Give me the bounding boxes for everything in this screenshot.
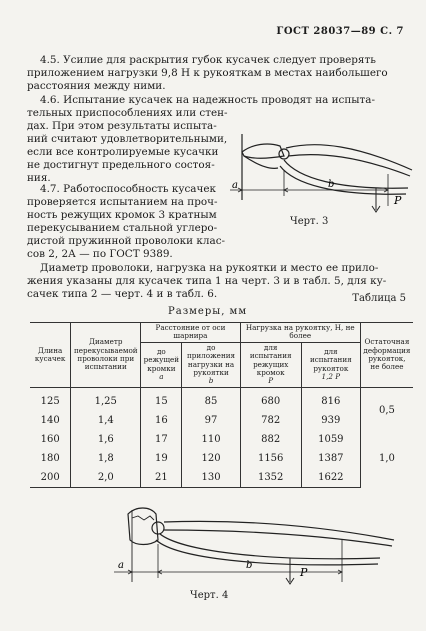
fig3-label-b: b (328, 179, 335, 190)
text-line: дах. При этом результаты испыта- (27, 120, 217, 132)
col-header-test-load: для испытания режущих кромок P (240, 342, 301, 387)
text-line: если все контролируемые кусачки (27, 146, 219, 158)
fig4-label-a: a (118, 560, 124, 571)
table-row: 180 1,8 19 120 1156 1387 (30, 449, 413, 468)
text-line: дистой пружинной проволоки клас- (27, 235, 226, 247)
text-line: сачек типа 2 — черт. 4 и в табл. 6. (27, 288, 218, 300)
text-line: расстояния между ними. (27, 80, 166, 92)
symbol-a: a (159, 372, 164, 382)
table-row: 140 1,4 16 97 782 939 (30, 411, 413, 430)
text-line: 4.5. Усилие для раскрытия губок кусачек следует проверять (40, 54, 376, 66)
fig3-label-p: P (394, 194, 402, 207)
col-header-to-load: до приложения нагрузки на рукоятки b (182, 342, 240, 387)
col-header-length: Длина кусачек (30, 323, 71, 388)
text-line: Диаметр проволоки, нагрузка на рукоятки и место ее прило- (40, 262, 379, 274)
page-header: ГОСТ 28037—89 С. 7 (276, 26, 404, 37)
table-row: 125 1,25 15 85 680 816 0,5 (30, 387, 413, 411)
symbol-1-2p: 1,2 P (321, 372, 341, 382)
text-line: приложением нагрузки 9,8 Н к рукояткам в местах наибольшего (27, 67, 388, 79)
text-line: ность режущих кромок 3 кратным (27, 209, 217, 221)
table-units: Размеры, мм (168, 306, 248, 317)
deformation-value: 0,5 (360, 387, 413, 430)
col-header-deformation: Остаточная деформация рукояток, не более (360, 323, 413, 388)
text-line: проверяется испытанием на проч- (27, 196, 218, 208)
col-header-distance-group: Расстояние от оси шарнира (141, 323, 240, 343)
figure-3-caption: Черт. 3 (290, 216, 329, 227)
text-line: жения указаны для кусачек типа 1 на черт. 3 и в табл. 5, для ку- (27, 275, 387, 287)
figure-4-nippers-drawing (110, 500, 410, 586)
text-line: ний считают удовлетворительными, (27, 133, 228, 145)
col-header-to-edge: до режущей кромки a (141, 342, 182, 387)
col-header-load-group: Нагрузка на рукоятку, Н, не более (240, 323, 360, 343)
dimensions-table (30, 322, 413, 488)
text-line: сов 2, 2А — по ГОСТ 9389. (27, 248, 173, 260)
text-line: перекусыванием стальной углеро- (27, 222, 218, 234)
figure-3-nippers-drawing (228, 126, 418, 214)
text-line: не достигнут предельного состоя- (27, 159, 215, 171)
text-line: 4.6. Испытание кусачек на надежность проводят на испыта- (40, 94, 376, 106)
deformation-value: 1,0 (360, 430, 413, 488)
col-header-handle-load: для испытания рукояток 1,2 P (301, 342, 360, 387)
symbol-p: P (268, 376, 274, 386)
text-line: 4.7. Работоспособность кусачек (40, 183, 217, 195)
col-header-diameter: Диаметр перекусываемой проволоки при испытании (71, 323, 141, 388)
fig4-label-p: P (300, 566, 308, 579)
symbol-b: b (208, 376, 214, 386)
table-row: 160 1,6 17 110 882 1059 1,0 (30, 430, 413, 449)
figure-4-caption: Черт. 4 (190, 590, 229, 601)
table-row: 200 2,0 21 130 1352 1622 (30, 468, 413, 488)
table-title: Таблица 5 (352, 293, 406, 304)
fig3-label-a: a (232, 180, 238, 191)
text-line: ния. (27, 172, 51, 184)
fig4-label-b: b (246, 560, 253, 571)
text-line: тельных приспособлениях или стен- (27, 107, 228, 119)
